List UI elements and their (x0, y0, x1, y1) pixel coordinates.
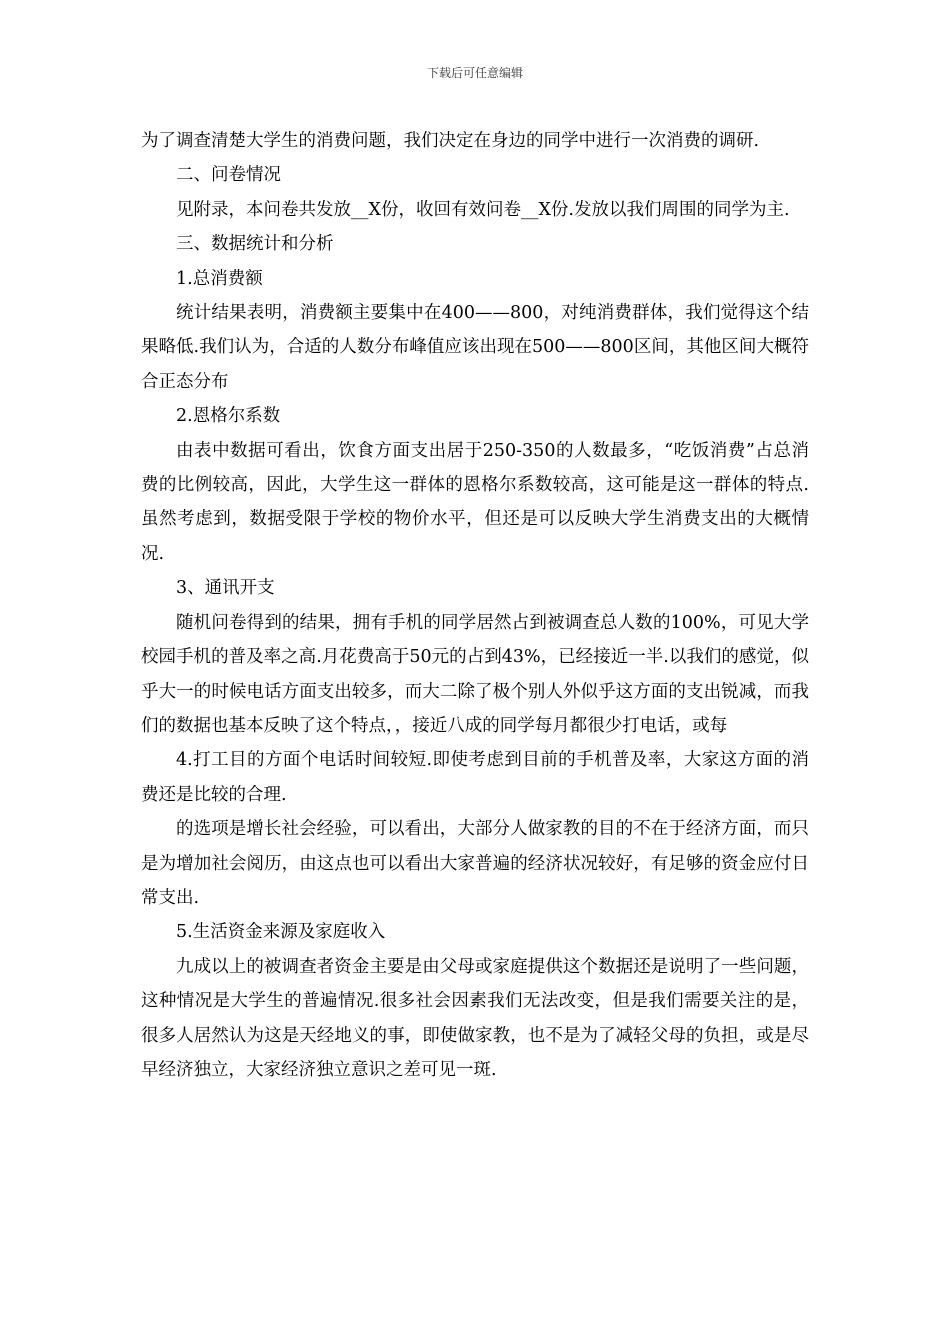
subheading-engel-coefficient: 2.恩格尔系数 (176, 406, 281, 427)
paragraph-funding-source: 九成以上的被调查者资金主要是由父母或家庭提供这个数据还是说明了一些问题，这种情况是大学生的普遍情况.很多社会因素我们无法改变，但是我们需要关注的是，很多人居然认为这是天经地义的事，即使做家教，也不是为了减轻父母的负担，或是尽早经济独立，大家经济独立意识之差可见一斑. (141, 956, 809, 1080)
paragraph-engel-coefficient: 由表中数据可看出，饮食方面支出居于250-350的人数最多，“吃饭消费”占总消费的比例较高，因此，大学生这一群体的恩格尔系数较高，这可能是这一群体的特点.虽然考虑到，数据受限于学校的物价水平，但还是可以反映大学生消费支出的大概情况. (141, 440, 809, 564)
document-body (141, 124, 809, 1087)
subheading-funding-source: 5.生活资金来源及家庭收入 (176, 922, 386, 943)
page-header: 下载后可任意编辑 (426, 66, 523, 80)
paragraph-social-experience: 的选项是增长社会经验，可以看出，大部分人做家教的目的不在于经济方面，而只是为增加社会阅历，由这点也可以看出大家普遍的经济状况较好，有足够的资金应付日常支出. (141, 819, 809, 908)
subheading-communication: 3、通讯开支 (176, 578, 275, 599)
subheading-total-consumption: 1.总消费额 (176, 268, 263, 289)
paragraph-intro: 为了调查清楚大学生的消费问题，我们决定在身边的同学中进行一次消费的调研. (141, 131, 760, 151)
paragraph-communication: 随机问卷得到的结果，拥有手机的同学居然占到被调查总人数的100%，可见大学校园手机的普及率之高.月花费高于50元的占到43%，已经接近一半.以我们的感觉，似乎大一的时候电话方面支出较多，而大二除了极个别人外似乎这方面的支出锐减，而我们的数据也基本反映了这个特点，，接近八成的同学每月都很少打电话，或每 (141, 612, 809, 736)
section-heading-questionnaire: 二、问卷情况 (176, 165, 281, 186)
paragraph-total-consumption: 统计结果表明，消费额主要集中在400——800，对纯消费群体，我们觉得这个结果略低.我们认为，合适的人数分布峰值应该出现在500——800区间，其他区间大概符合正态分布 (141, 303, 809, 392)
section-heading-statistics: 三、数据统计和分析 (176, 234, 334, 255)
paragraph-part-time-purpose: 4.打工目的方面个电话时间较短.即使考虑到目前的手机普及率，大家这方面的消费还是比较的合理. (141, 750, 809, 805)
paragraph-questionnaire: 见附录，本问卷共发放__X份，收回有效问卷__X份.发放以我们周围的同学为主. (176, 199, 790, 220)
